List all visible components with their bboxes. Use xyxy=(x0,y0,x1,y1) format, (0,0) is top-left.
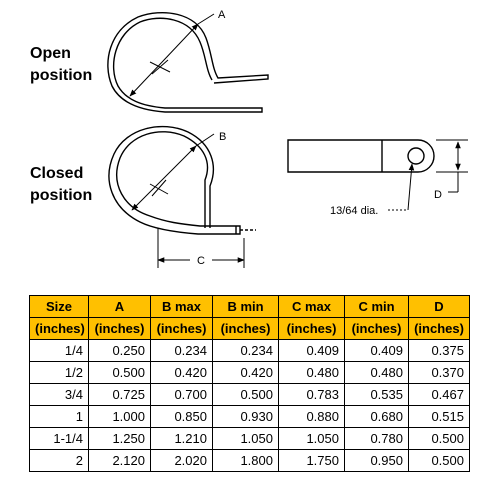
cell-b-min: 0.930 xyxy=(213,406,279,428)
header-unit: (inches) xyxy=(151,318,213,340)
cell-c-max: 0.783 xyxy=(279,384,345,406)
cell-b-min: 0.234 xyxy=(213,340,279,362)
header-b-max: B max xyxy=(151,296,213,318)
header-row-2 xyxy=(30,318,470,340)
cell-c-min: 0.409 xyxy=(345,340,409,362)
cell-d: 0.500 xyxy=(409,450,470,472)
cell-b-max: 2.020 xyxy=(151,450,213,472)
cell-c-max: 0.409 xyxy=(279,340,345,362)
cell-a: 2.120 xyxy=(89,450,151,472)
dim-b-label: B xyxy=(219,131,227,143)
dim-d-label: D xyxy=(434,189,442,201)
cell-d: 0.467 xyxy=(409,384,470,406)
cell-c-min: 0.535 xyxy=(345,384,409,406)
cell-size: 1/4 xyxy=(30,340,89,362)
header-c-min: C min xyxy=(345,296,409,318)
cell-b-min: 1.050 xyxy=(213,428,279,450)
cell-size: 1/2 xyxy=(30,362,89,384)
header-a: A xyxy=(89,296,151,318)
cell-c-min: 0.780 xyxy=(345,428,409,450)
cell-c-min: 0.950 xyxy=(345,450,409,472)
cell-size: 3/4 xyxy=(30,384,89,406)
hole-label: 13/64 dia. xyxy=(330,205,379,217)
specifications-table xyxy=(29,295,470,472)
header-unit: (inches) xyxy=(30,318,89,340)
table-row xyxy=(30,450,470,472)
open-label-line1: Open xyxy=(30,45,71,62)
table-row xyxy=(30,384,470,406)
open-clamp-drawing xyxy=(108,13,268,112)
closed-clamp-drawing xyxy=(109,127,256,234)
cell-d: 0.500 xyxy=(409,428,470,450)
side-dim-d xyxy=(436,140,468,192)
closed-label-line1: Closed xyxy=(30,165,84,182)
cell-a: 0.500 xyxy=(89,362,151,384)
cell-size: 2 xyxy=(30,450,89,472)
cell-c-min: 0.480 xyxy=(345,362,409,384)
header-unit: (inches) xyxy=(213,318,279,340)
cell-d: 0.375 xyxy=(409,340,470,362)
header-row-1 xyxy=(30,296,470,318)
dim-a-label: A xyxy=(218,9,226,21)
dim-c-label: C xyxy=(197,255,205,267)
header-unit: (inches) xyxy=(345,318,409,340)
cell-a: 1.250 xyxy=(89,428,151,450)
table-row xyxy=(30,362,470,384)
table-row xyxy=(30,406,470,428)
cell-d: 0.370 xyxy=(409,362,470,384)
cell-b-min: 0.420 xyxy=(213,362,279,384)
cell-c-max: 0.480 xyxy=(279,362,345,384)
header-unit: (inches) xyxy=(279,318,345,340)
cell-b-max: 0.420 xyxy=(151,362,213,384)
cell-c-max: 1.050 xyxy=(279,428,345,450)
cell-b-max: 0.700 xyxy=(151,384,213,406)
table-row xyxy=(30,428,470,450)
hole-leader xyxy=(388,164,412,210)
header-d: D xyxy=(409,296,470,318)
header-unit: (inches) xyxy=(409,318,470,340)
closed-dim-b xyxy=(132,134,214,210)
cell-a: 0.250 xyxy=(89,340,151,362)
cell-size: 1 xyxy=(30,406,89,428)
cell-a: 1.000 xyxy=(89,406,151,428)
open-label-line2: position xyxy=(30,67,93,84)
cell-b-min: 0.500 xyxy=(213,384,279,406)
closed-label-line2: position xyxy=(30,187,93,204)
header-size: Size xyxy=(30,296,89,318)
header-b-min: B min xyxy=(213,296,279,318)
header-c-max: C max xyxy=(279,296,345,318)
cell-c-min: 0.680 xyxy=(345,406,409,428)
cell-d: 0.515 xyxy=(409,406,470,428)
cell-b-max: 1.210 xyxy=(151,428,213,450)
header-unit: (inches) xyxy=(89,318,151,340)
table-row xyxy=(30,340,470,362)
cell-b-max: 0.850 xyxy=(151,406,213,428)
cell-b-min: 1.800 xyxy=(213,450,279,472)
cell-a: 0.725 xyxy=(89,384,151,406)
open-dim-a xyxy=(130,14,214,96)
cell-c-max: 0.880 xyxy=(279,406,345,428)
cell-size: 1-1/4 xyxy=(30,428,89,450)
cell-c-max: 1.750 xyxy=(279,450,345,472)
specifications-body xyxy=(30,340,470,472)
cell-b-max: 0.234 xyxy=(151,340,213,362)
